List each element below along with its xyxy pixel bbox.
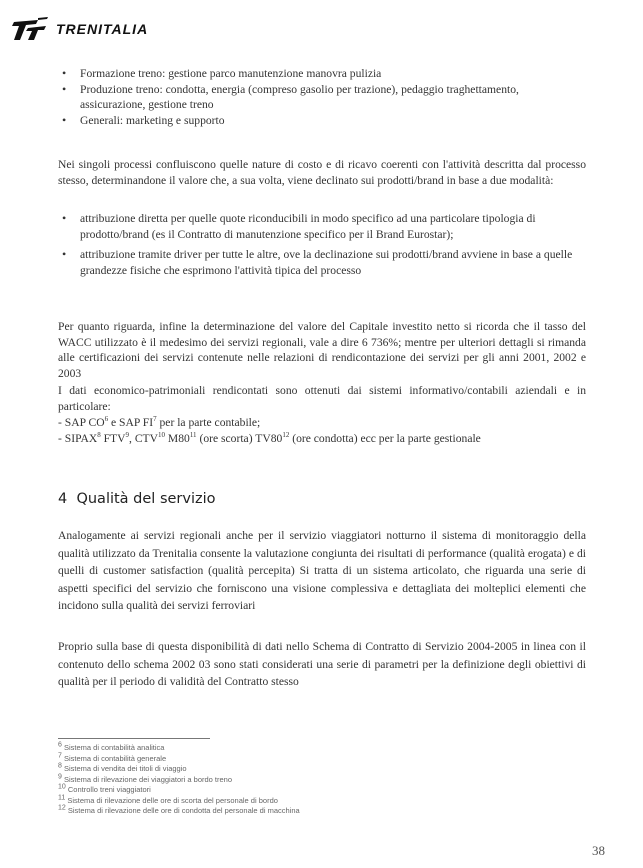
paragraph: Analogamente ai servizi regionali anche per il servizio viaggiatori notturno il sistema di monitoraggio della qualità utilizzato da Trenitalia consente la valutazione congiunta dei risultati di performance (qualità erogata) e di quelli di customer satisfaction (qualità percepita) Si tratta di un sistema articolato, che riguarda una serie di aspetti specifici del servizio che forniscono una visione complessiva e dettagliata dei molteplici elementi che incidono sulla qualità dei servizi ferroviari bbox=[58, 529, 586, 612]
systems-line-management: - SIPAX$^8$ FTV$^9$, CTV$^{10}$ $M80^{11}$ (ore scorta) $TV80^{12}$ (ore condotta) ecc per la parte gestionale bbox=[58, 430, 481, 445]
paragraph: Per quanto riguarda, infine la determinazione del valore del Capitale investito netto si ricorda che il tasso del WACC utilizzato è il medesimo dei servizi regionali, vale a dire 6 736%; mentre per ulteriori dettagli si rimanda alle certificazioni dei servizi contenute nelle relazioni di rendicontazione dei servizi per gli anni 2001, 2002 e 2003 bbox=[58, 320, 586, 380]
process-bullet-list bbox=[58, 66, 586, 128]
footnotes bbox=[58, 743, 378, 817]
footnote-item: $^9$ Sistema di rilevazione dei viaggiatori a bordo treno bbox=[58, 773, 233, 784]
page-header bbox=[8, 14, 148, 44]
list-item: • Formazione treno: gestione parco manutenzione manovra pulizia bbox=[58, 66, 586, 82]
systems-list bbox=[58, 415, 586, 446]
trenitalia-logo-icon bbox=[8, 14, 50, 44]
paragraph: I dati economico-patrimoniali rendicontati sono ottenuti dai sistemi informativo/contabili aziendali e in particolare: bbox=[58, 384, 586, 413]
list-item: • attribuzione diretta per quelle quote riconducibili in modo specifico ad una particolare tipologia di prodotto/brand (es il Contratto di manutenzione specifico per il Brand Eurostar); bbox=[58, 211, 586, 242]
list-item: • Produzione treno: condotta, energia (compreso gasolio per trazione), pedaggio traghettamento, assicurazione, gestione treno bbox=[58, 82, 586, 113]
page-number: 38 bbox=[592, 843, 605, 858]
section-heading: 4 Qualità del servizio bbox=[58, 491, 216, 507]
footnote-item: $^8$ Sistema di vendita dei titoli di viaggio bbox=[58, 762, 187, 773]
footnote-item: $^{11}$ Sistema di rilevazione delle ore di scorta del personale di bordo bbox=[58, 794, 278, 805]
modality-bullet-list bbox=[58, 211, 586, 278]
paragraph: Proprio sulla base di questa disponibilità di dati nello Schema di Contratto di Servizio 2004-2005 in linea con il contenuto dello schema 2002 03 sono stati considerati una serie di parametri per la definizione degli obiettivi di qualità per il periodo di validità del Contratto stesso bbox=[58, 640, 586, 688]
paragraph: Nei singoli processi confluiscono quelle nature di costo e di ricavo coerenti con l'attività descritta dal processo stesso, determinandone il valore che, a sua volta, viene declinato sui prodotti/brand in base a due modalità: bbox=[58, 158, 586, 187]
footnote-item: $^7$ Sistema di contabilità generale bbox=[58, 752, 167, 763]
footnote-item: $^6$ Sistema di contabilità analitica bbox=[58, 741, 165, 752]
list-item: • attribuzione tramite driver per tutte le altre, ove la declinazione sui prodotti/brand avviene in base a quelle grandezze fisiche che esprimono l'attività tipica del processo bbox=[58, 247, 586, 278]
brand-name: TRENITALIA bbox=[56, 21, 149, 37]
systems-line-accounting: - SAP $CO^6$ e SAP $FI^7$ per la parte contabile; bbox=[58, 415, 261, 429]
footnote-item: $^{12}$ Sistema di rilevazione delle ore di condotta del personale di macchina bbox=[58, 804, 300, 815]
footnote-divider bbox=[58, 738, 210, 739]
list-item: • Generali: marketing e supporto bbox=[58, 113, 586, 129]
footnote-item: $^{10}$ Controllo treni viaggiatori bbox=[58, 783, 151, 794]
